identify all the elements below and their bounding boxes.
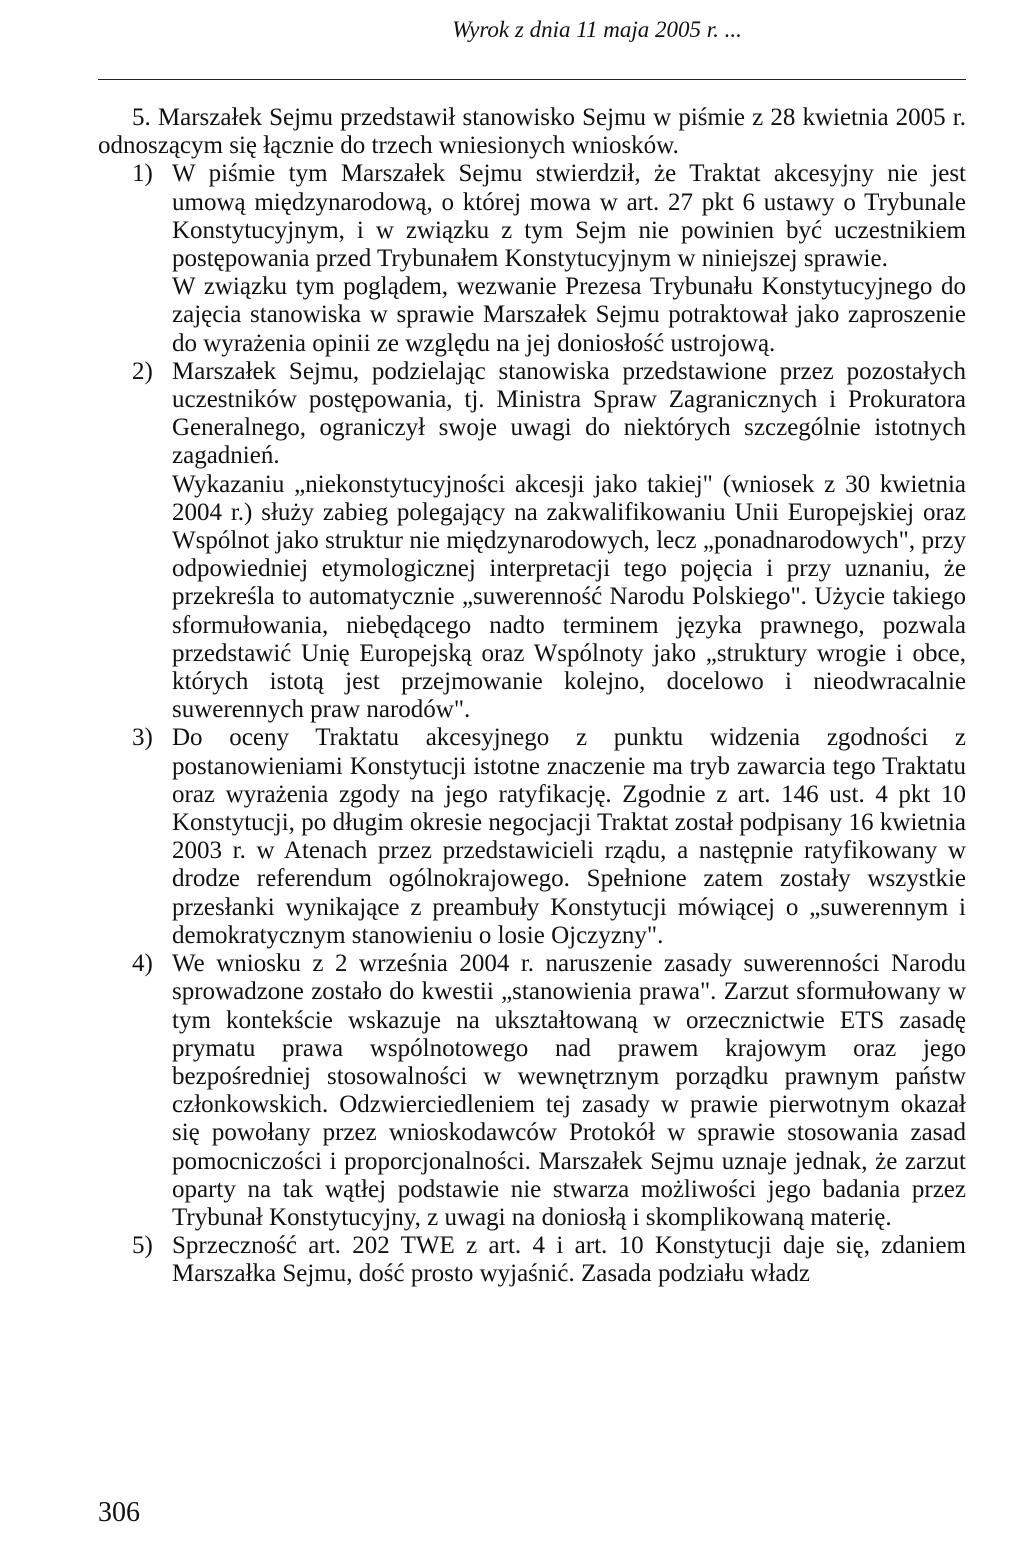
page-number: 306 [98,1497,140,1528]
item-number: 3) [132,724,153,752]
item-text: Sprzeczność art. 202 TWE z art. 4 i art. 10 Konstytucji daje się, zdaniem Marszałka Sejmu, dość prosto wyjaśnić. Zasada podziału władz [172,1232,966,1288]
item-continuation: W związku tym poglądem, wezwanie Prezesa Trybunału Konstytucyjnego do zajęcia stanowiska w sprawie Marszałek Sejmu potraktował jako zaproszenie do wyrażenia opinii ze względu na jej doniosłość ustrojową. [172,273,966,357]
list-item [98,358,966,471]
item-continuation: Wykazaniu „niekonstytucyjności akcesji jako takiej" (wniosek z 30 kwietnia 2004 r.) służy zabieg polegający na zakwalifikowaniu Unii Europejskiej oraz Wspólnot jako struktur nie międzynarodowych, lecz „ponadnarodowych", przy odpowiedniej etymologicznej interpretacji tego pojęcia i przy uznaniu, że przekreśla to automatycznie „suwerenność Narodu Polskiego". Użycie takiego sformułowania, niebędącego nadto terminem języka prawnego, pozwala przedstawić Unię Europejską oraz Wspólnoty jako „struktury wrogie i obce, których istotą jest przejmowanie kolejno, docelowo i nieodwracalnie suwerennych praw narodów". [172,470,966,724]
list-item [98,950,966,1232]
header-rule [98,79,966,80]
item-number: 5) [132,1232,153,1260]
item-text: Marszałek Sejmu, podzielając stanowiska przedstawione przez pozostałych uczestników postępowania, tj. Ministra Spraw Zagranicznych i Prokuratora Generalnego, ograniczył swoje uwagi do niektórych szczególnie istotnych zagadnień. [172,357,966,470]
body-text [98,104,966,1289]
list-item [98,160,966,273]
list-item [98,1232,966,1288]
item-text: W piśmie tym Marszałek Sejmu stwierdził, że Traktat akcesyjny nie jest umową międzynarodową, o której mowa w art. 27 pkt 6 ustawy o Trybunale Konstytucyjnym, i w związku z tym Sejm nie powinien być uczestnikiem postępowania przed Trybunałem Konstytucyjnym w niniejszej sprawie. [172,160,966,273]
item-text: Do oceny Traktatu akcesyjnego z punktu widzenia zgodności z postanowieniami Konstytucji istotne znaczenie ma tryb zawarcia tego Traktatu oraz wyrażenia zgody na jego ratyfikację. Zgodnie z art. 146 ust. 4 pkt 10 Konstytucji, po długim okresie negocjacji Traktat został podpisany 16 kwietnia 2003 r. w Atenach przez przedstawicieli rządu, a następnie ratyfikowany w drodze referendum ogólnokrajowego. Spełnione zatem zostały wszystkie przesłanki wynikające z preambuły Konstytucji mówiącej o „suwerennym i demokratycznym stanowieniu o losie Ojczyzny". [172,724,966,949]
item-number: 1) [132,160,153,188]
running-header: Wyrok z dnia 11 maja 2005 r. ... [452,17,742,42]
item-number: 2) [132,357,153,385]
item-text: We wniosku z 2 września 2004 r. naruszenie zasady suwerenności Narodu sprowadzone zostało do kwestii „stanowienia prawa". Zarzut sformułowany w tym kontekście wskazuje na ukształtowaną w orzecznictwie ETS zasadę prymatu prawa wspólnotowego nad prawem krajowym oraz jego bezpośredniej stosowalności w wewnętrznym porządku prawnym państw członkowskich. Odzwierciedleniem tej zasady w prawie pierwotnym okazał się powołany przez wnioskodawców Protokół w sprawie stosowania zasad pomocniczości i proporcjonalności. Marszałek Sejmu uznaje jednak, że zarzut oparty na tak wątłej podstawie nie stwarza możliwości jego badania przez Trybunał Konstytucyjny, z uwagi na doniosłą i skomplikowaną materię. [172,950,966,1231]
intro-paragraph: 5. Marszałek Sejmu przedstawił stanowisko Sejmu w piśmie z 28 kwietnia 2005 r. odnoszącym się łącznie do trzech wniesionych wniosków. [98,104,966,160]
item-number: 4) [132,950,153,978]
list-item [98,724,966,950]
